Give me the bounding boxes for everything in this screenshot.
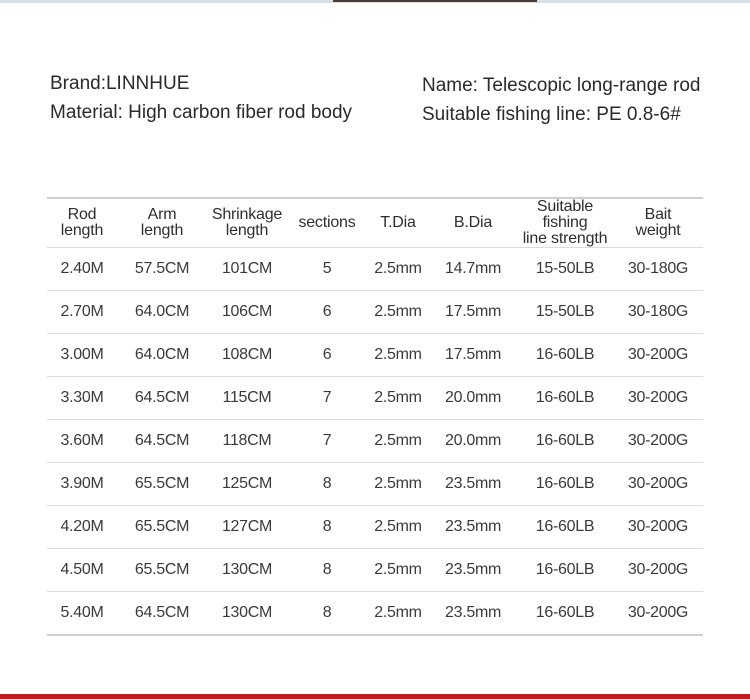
table-cell: 2.5mm [367, 334, 429, 377]
product-info-right [422, 71, 700, 129]
column-header-line: length [225, 222, 269, 239]
table-cell: 30-200G [613, 592, 703, 636]
column-header-line: T.Dia [380, 214, 416, 231]
table-cell: 2.5mm [367, 291, 429, 334]
table-cell: 30-200G [613, 420, 703, 463]
table-cell: 16-60LB [517, 334, 613, 377]
table-cell: 23.5mm [429, 549, 517, 592]
column-header [47, 198, 117, 248]
table-cell: 14.7mm [429, 248, 517, 291]
table-cell: 65.5CM [117, 506, 207, 549]
table-cell: 2.5mm [367, 463, 429, 506]
table-cell: 16-60LB [517, 549, 613, 592]
table-cell: 130CM [207, 592, 287, 636]
table-cell: 64.0CM [117, 291, 207, 334]
column-header-line: Suitable fishing [536, 198, 594, 231]
table-cell: 16-60LB [517, 463, 613, 506]
table-cell: 101CM [207, 248, 287, 291]
table-cell: 64.5CM [117, 377, 207, 420]
table-cell: 130CM [207, 549, 287, 592]
column-header-line: sections [298, 214, 356, 231]
table-cell: 8 [287, 549, 367, 592]
table-cell: 16-60LB [517, 377, 613, 420]
table-cell: 30-200G [613, 506, 703, 549]
table-cell: 6 [287, 291, 367, 334]
table-row [47, 248, 703, 291]
table-cell: 30-200G [613, 377, 703, 420]
table-cell: 57.5CM [117, 248, 207, 291]
table-cell: 2.5mm [367, 549, 429, 592]
table-cell: 17.5mm [429, 334, 517, 377]
table-cell: 30-180G [613, 291, 703, 334]
table-cell: 30-200G [613, 334, 703, 377]
table-row [47, 334, 703, 377]
table-row [47, 549, 703, 592]
table-cell: 20.0mm [429, 420, 517, 463]
column-header [367, 198, 429, 248]
table-cell: 3.30M [47, 377, 117, 420]
table-cell: 127CM [207, 506, 287, 549]
brand-text: Brand:LINNHUE [50, 73, 190, 94]
product-info-left [50, 69, 352, 127]
product-name-text: Name: Telescopic long-range rod [422, 75, 701, 96]
table-cell: 8 [287, 463, 367, 506]
column-header-line: Bait [644, 206, 672, 223]
column-header [613, 198, 703, 248]
table-cell: 2.5mm [367, 506, 429, 549]
table-cell: 7 [287, 420, 367, 463]
table-cell: 2.5mm [367, 248, 429, 291]
table-cell: 15-50LB [517, 248, 613, 291]
table-header-row [47, 198, 703, 248]
table-cell: 23.5mm [429, 592, 517, 636]
table-cell: 8 [287, 592, 367, 636]
table-row [47, 463, 703, 506]
column-header-line: length [140, 222, 184, 239]
table-cell: 4.20M [47, 506, 117, 549]
column-header-line: weight [635, 222, 681, 239]
table-cell: 7 [287, 377, 367, 420]
table-cell: 125CM [207, 463, 287, 506]
table-cell: 5.40M [47, 592, 117, 636]
bottom-banner-strip [0, 694, 750, 699]
column-header-line: Arm [147, 206, 177, 223]
table-row [47, 420, 703, 463]
column-header [117, 198, 207, 248]
column-header [429, 198, 517, 248]
table-row [47, 291, 703, 334]
column-header [517, 198, 613, 248]
table-cell: 30-180G [613, 248, 703, 291]
table-cell: 2.5mm [367, 377, 429, 420]
top-banner-tab [333, 0, 537, 2]
table-row [47, 506, 703, 549]
column-header [207, 198, 287, 248]
table-cell: 16-60LB [517, 592, 613, 636]
table-cell: 3.90M [47, 463, 117, 506]
table-cell: 65.5CM [117, 463, 207, 506]
table-body [47, 248, 703, 636]
fishing-line-text: Suitable fishing line: PE 0.8-6# [422, 104, 681, 125]
table-cell: 8 [287, 506, 367, 549]
table-cell: 6 [287, 334, 367, 377]
table-cell: 30-200G [613, 549, 703, 592]
table-cell: 2.5mm [367, 420, 429, 463]
material-text: Material: High carbon fiber rod body [50, 102, 353, 123]
table-cell: 65.5CM [117, 549, 207, 592]
table-cell: 16-60LB [517, 420, 613, 463]
column-header-line: Rod [67, 206, 97, 223]
table-cell: 64.5CM [117, 592, 207, 636]
table-cell: 2.70M [47, 291, 117, 334]
table-cell: 23.5mm [429, 506, 517, 549]
table-cell: 108CM [207, 334, 287, 377]
table-cell: 30-200G [613, 463, 703, 506]
table-cell: 3.60M [47, 420, 117, 463]
column-header-line: Shrinkage [211, 206, 283, 223]
table-cell: 23.5mm [429, 463, 517, 506]
table-cell: 20.0mm [429, 377, 517, 420]
spec-table [47, 197, 703, 636]
table-cell: 115CM [207, 377, 287, 420]
table-cell: 17.5mm [429, 291, 517, 334]
table-cell: 5 [287, 248, 367, 291]
table-cell: 64.5CM [117, 420, 207, 463]
column-header-line: length [60, 222, 104, 239]
table-cell: 16-60LB [517, 506, 613, 549]
table-cell: 4.50M [47, 549, 117, 592]
table-cell: 2.5mm [367, 592, 429, 636]
column-header-line: line strength [522, 230, 608, 247]
table-cell: 3.00M [47, 334, 117, 377]
table-cell: 118CM [207, 420, 287, 463]
column-header-line: B.Dia [453, 214, 493, 231]
table-cell: 64.0CM [117, 334, 207, 377]
table-cell: 106CM [207, 291, 287, 334]
table-cell: 15-50LB [517, 291, 613, 334]
table-row [47, 377, 703, 420]
table-cell: 2.40M [47, 248, 117, 291]
table-row [47, 592, 703, 636]
column-header [287, 198, 367, 248]
